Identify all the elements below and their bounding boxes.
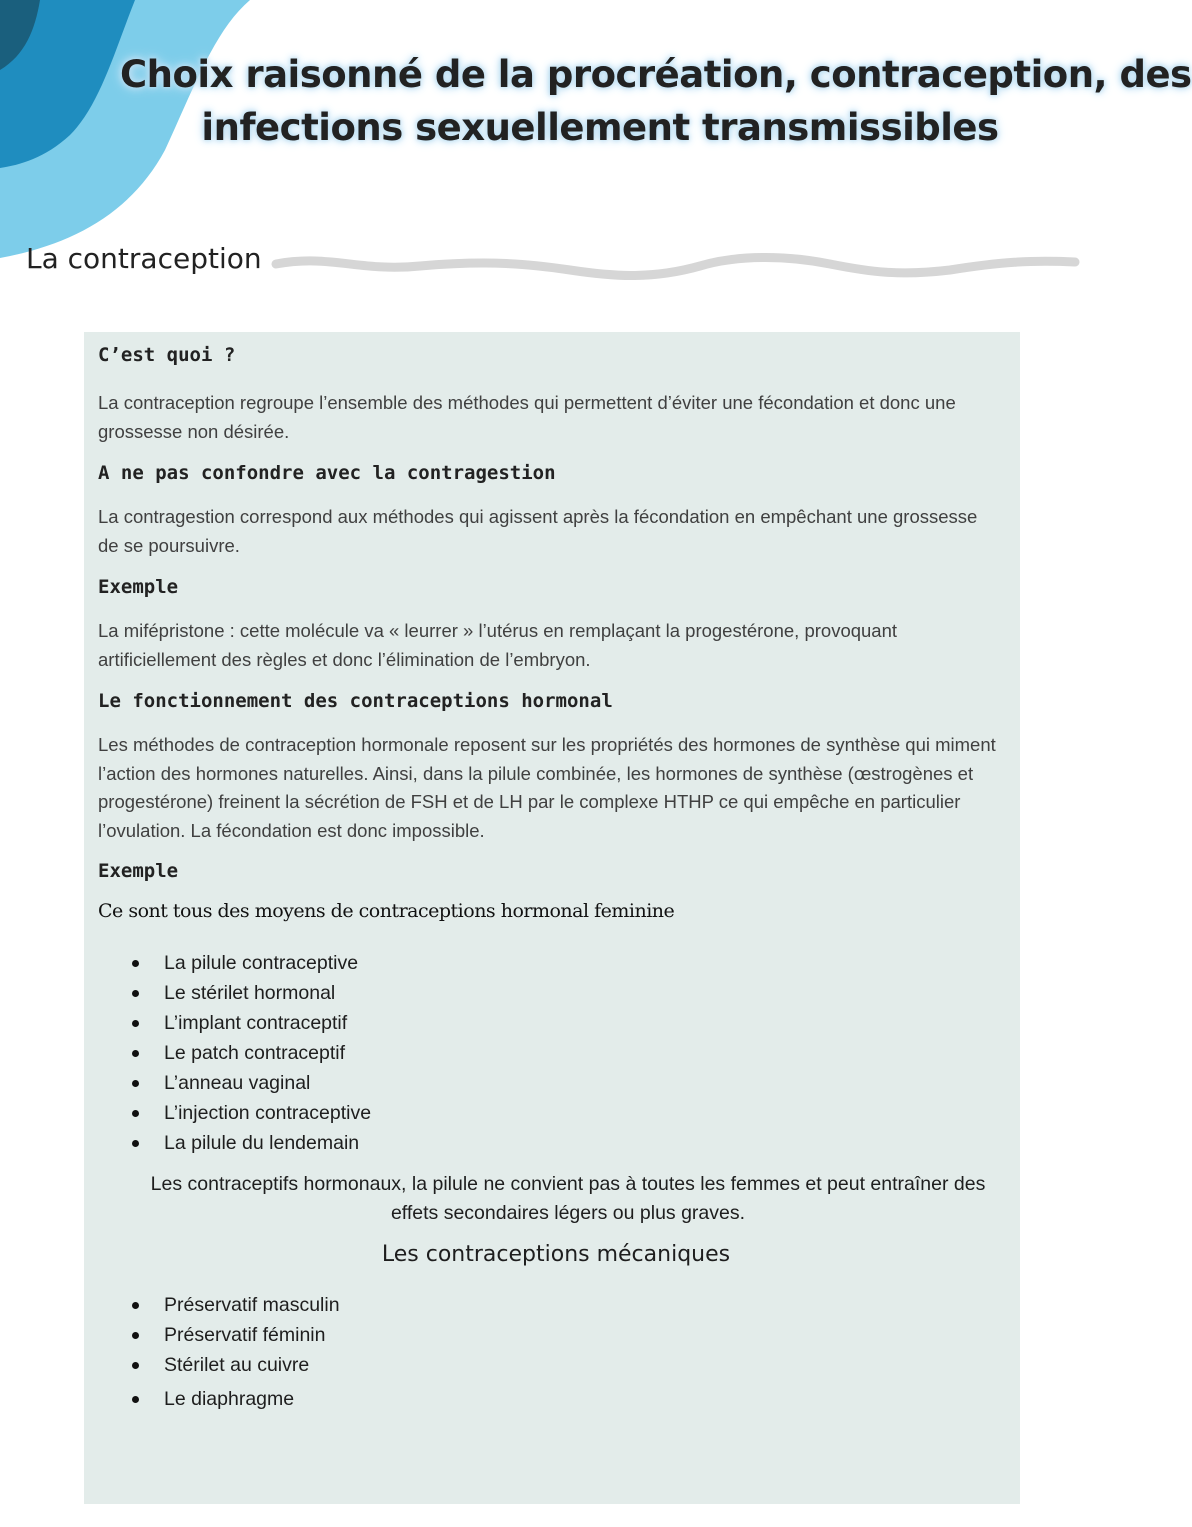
section-heading: La contraception [26, 242, 262, 275]
side-effects-note: Les contraceptifs hormonaux, la pilule ne convient pas à toutes les femmes et peut entraîner des effets secondaires légers ou plus graves. [150, 1173, 986, 1224]
list-item: Stérilet au cuivre [128, 1350, 340, 1380]
paragraph-fonctionnement: Les méthodes de contraception hormonale reposent sur les propriétés des hormones de synthèse qui miment l’action des hormones naturelles. Ainsi, dans la pilule combinée, les hormones de synthèse (œstrogènes et progestérone) freinent la sécrétion de FSH et de LH par le complexe HTHP ce qui empêche en particulier l’ovulation. La fécondation est donc impossible. [98, 734, 996, 841]
list-item: L’injection contraceptive [128, 1098, 371, 1128]
heading-fonctionnement: Le fonctionnement des contraceptions hormonal [98, 690, 613, 712]
heading-cest-quoi: C’est quoi ? [98, 344, 236, 366]
paragraph-contragestion: La contragestion correspond aux méthodes qui agissent après la fécondation en empêchant une grossesse de se poursuivre. [98, 506, 978, 556]
paragraph-mifepristone: La mifépristone : cette molécule va « leurrer » l’utérus en remplaçant la progestérone, provoquant artificiellement des règles et donc l’élimination de l’embryon. [98, 620, 898, 670]
list-item: L’implant contraceptif [128, 1008, 371, 1038]
mechanical-methods-list [128, 1290, 340, 1414]
list-item: Le diaphragme [128, 1384, 340, 1414]
page-title [120, 48, 1192, 154]
list-item: Préservatif masculin [128, 1290, 340, 1320]
page-title-line-1: Choix raisonné de la procréation, contraception, des [120, 53, 1192, 96]
handwritten-note: Ce sont tous des moyens de contraceptions hormonal feminine [98, 900, 675, 922]
squiggle-underline [270, 250, 1080, 290]
list-item: Le patch contraceptif [128, 1038, 371, 1068]
list-item: Le stérilet hormonal [128, 978, 371, 1008]
page-title-line-2: infections sexuellement transmissibles [201, 106, 999, 149]
list-item: La pilule du lendemain [128, 1128, 371, 1158]
heading-contragestion: A ne pas confondre avec la contragestion [98, 462, 556, 484]
hormonal-methods-list [128, 948, 371, 1158]
heading-exemple-2: Exemple [98, 860, 179, 882]
mechanical-subtitle: Les contraceptions mécaniques [381, 1242, 731, 1267]
list-item: Préservatif féminin [128, 1320, 340, 1350]
heading-exemple-1: Exemple [98, 576, 179, 598]
list-item: La pilule contraceptive [128, 948, 371, 978]
content-card [84, 332, 1020, 1504]
paragraph-definition: La contraception regroupe l’ensemble des méthodes qui permettent d’éviter une fécondation et donc une grossesse non désirée. [98, 392, 956, 442]
list-item: L’anneau vaginal [128, 1068, 371, 1098]
